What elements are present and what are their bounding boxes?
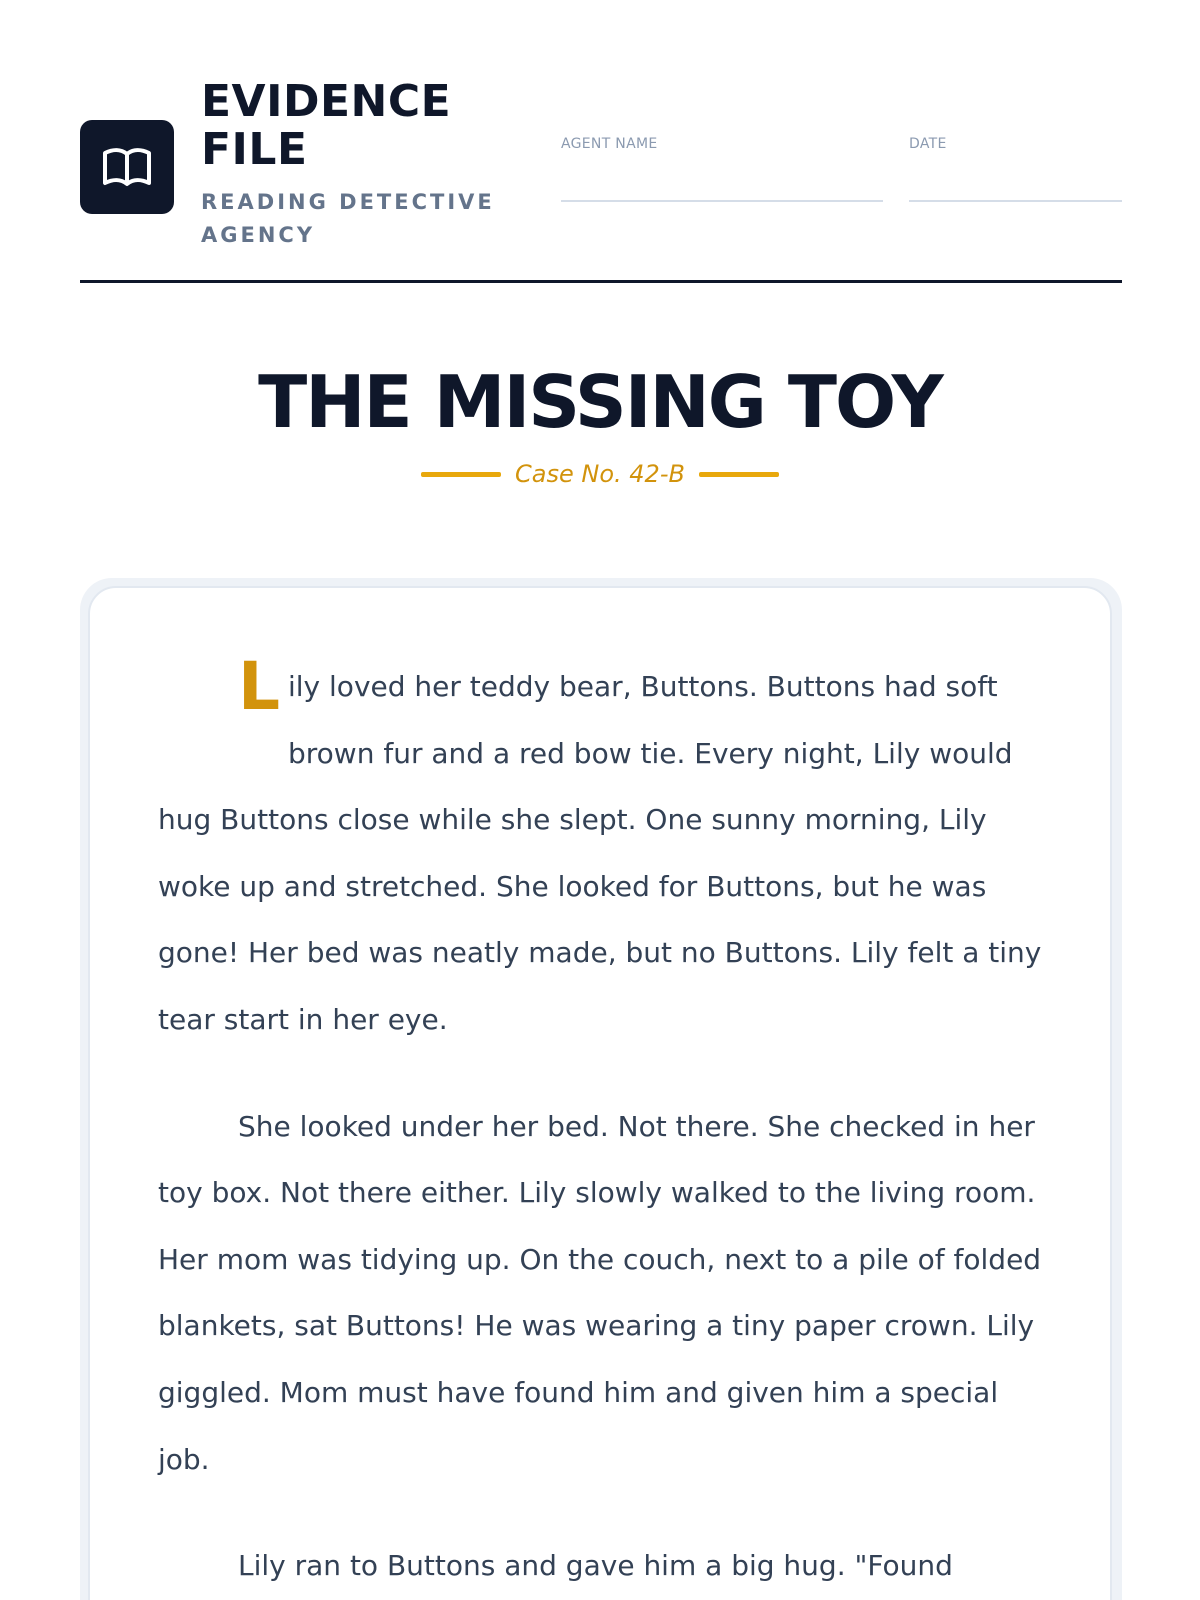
agent-name-field[interactable] xyxy=(561,136,883,152)
header xyxy=(80,78,1122,248)
drop-cap xyxy=(158,648,288,782)
open-book-icon xyxy=(101,145,153,189)
date-line[interactable] xyxy=(909,200,1122,202)
story-text xyxy=(158,648,1048,1600)
brand-subtitle: READING DETECTIVE AGENCY xyxy=(201,190,495,247)
story-paragraph: Lily ran to Buttons and gave him a big hug. "Found xyxy=(238,1549,953,1583)
agent-name-line[interactable] xyxy=(561,200,883,202)
drop-cap-letter: L xyxy=(238,648,281,725)
case-rule-left xyxy=(421,472,501,477)
story-paragraph: She looked under her bed. Not there. She checked in her toy box. Not there either. Lily slowly walked to the living room. Her mom was tidying up. On the couch, next to a pile of folded blankets, sat Buttons! He was wearing a tiny paper crown. Lily giggled. Mom must have found him and given him a special job. xyxy=(158,1109,1042,1476)
agent-name-label: AGENT NAME xyxy=(561,136,658,152)
case-rule-right xyxy=(699,472,779,477)
story-title: THE MISSING TOY xyxy=(258,360,942,444)
case-number: Case No. 42-B xyxy=(515,460,685,488)
date-field[interactable] xyxy=(909,136,1122,152)
date-label: DATE xyxy=(909,136,947,152)
case-number-row xyxy=(0,460,1200,488)
brand-title: EVIDENCE FILE xyxy=(201,76,452,175)
logo xyxy=(80,120,174,214)
paragraph-text: ily loved her teddy bear, Buttons. Buttons had soft brown fur and a red bow tie. Every night, Lily would hug Buttons close while she slept. One sunny morning, Lily woke up and stretched. She looked for Buttons, but he was gone! Her bed was neatly made, but no Buttons. Lily felt a tiny tear start in her eye. xyxy=(158,670,1042,1036)
brand xyxy=(201,78,521,252)
header-divider xyxy=(80,280,1122,283)
story-paragraph xyxy=(158,648,1048,1054)
